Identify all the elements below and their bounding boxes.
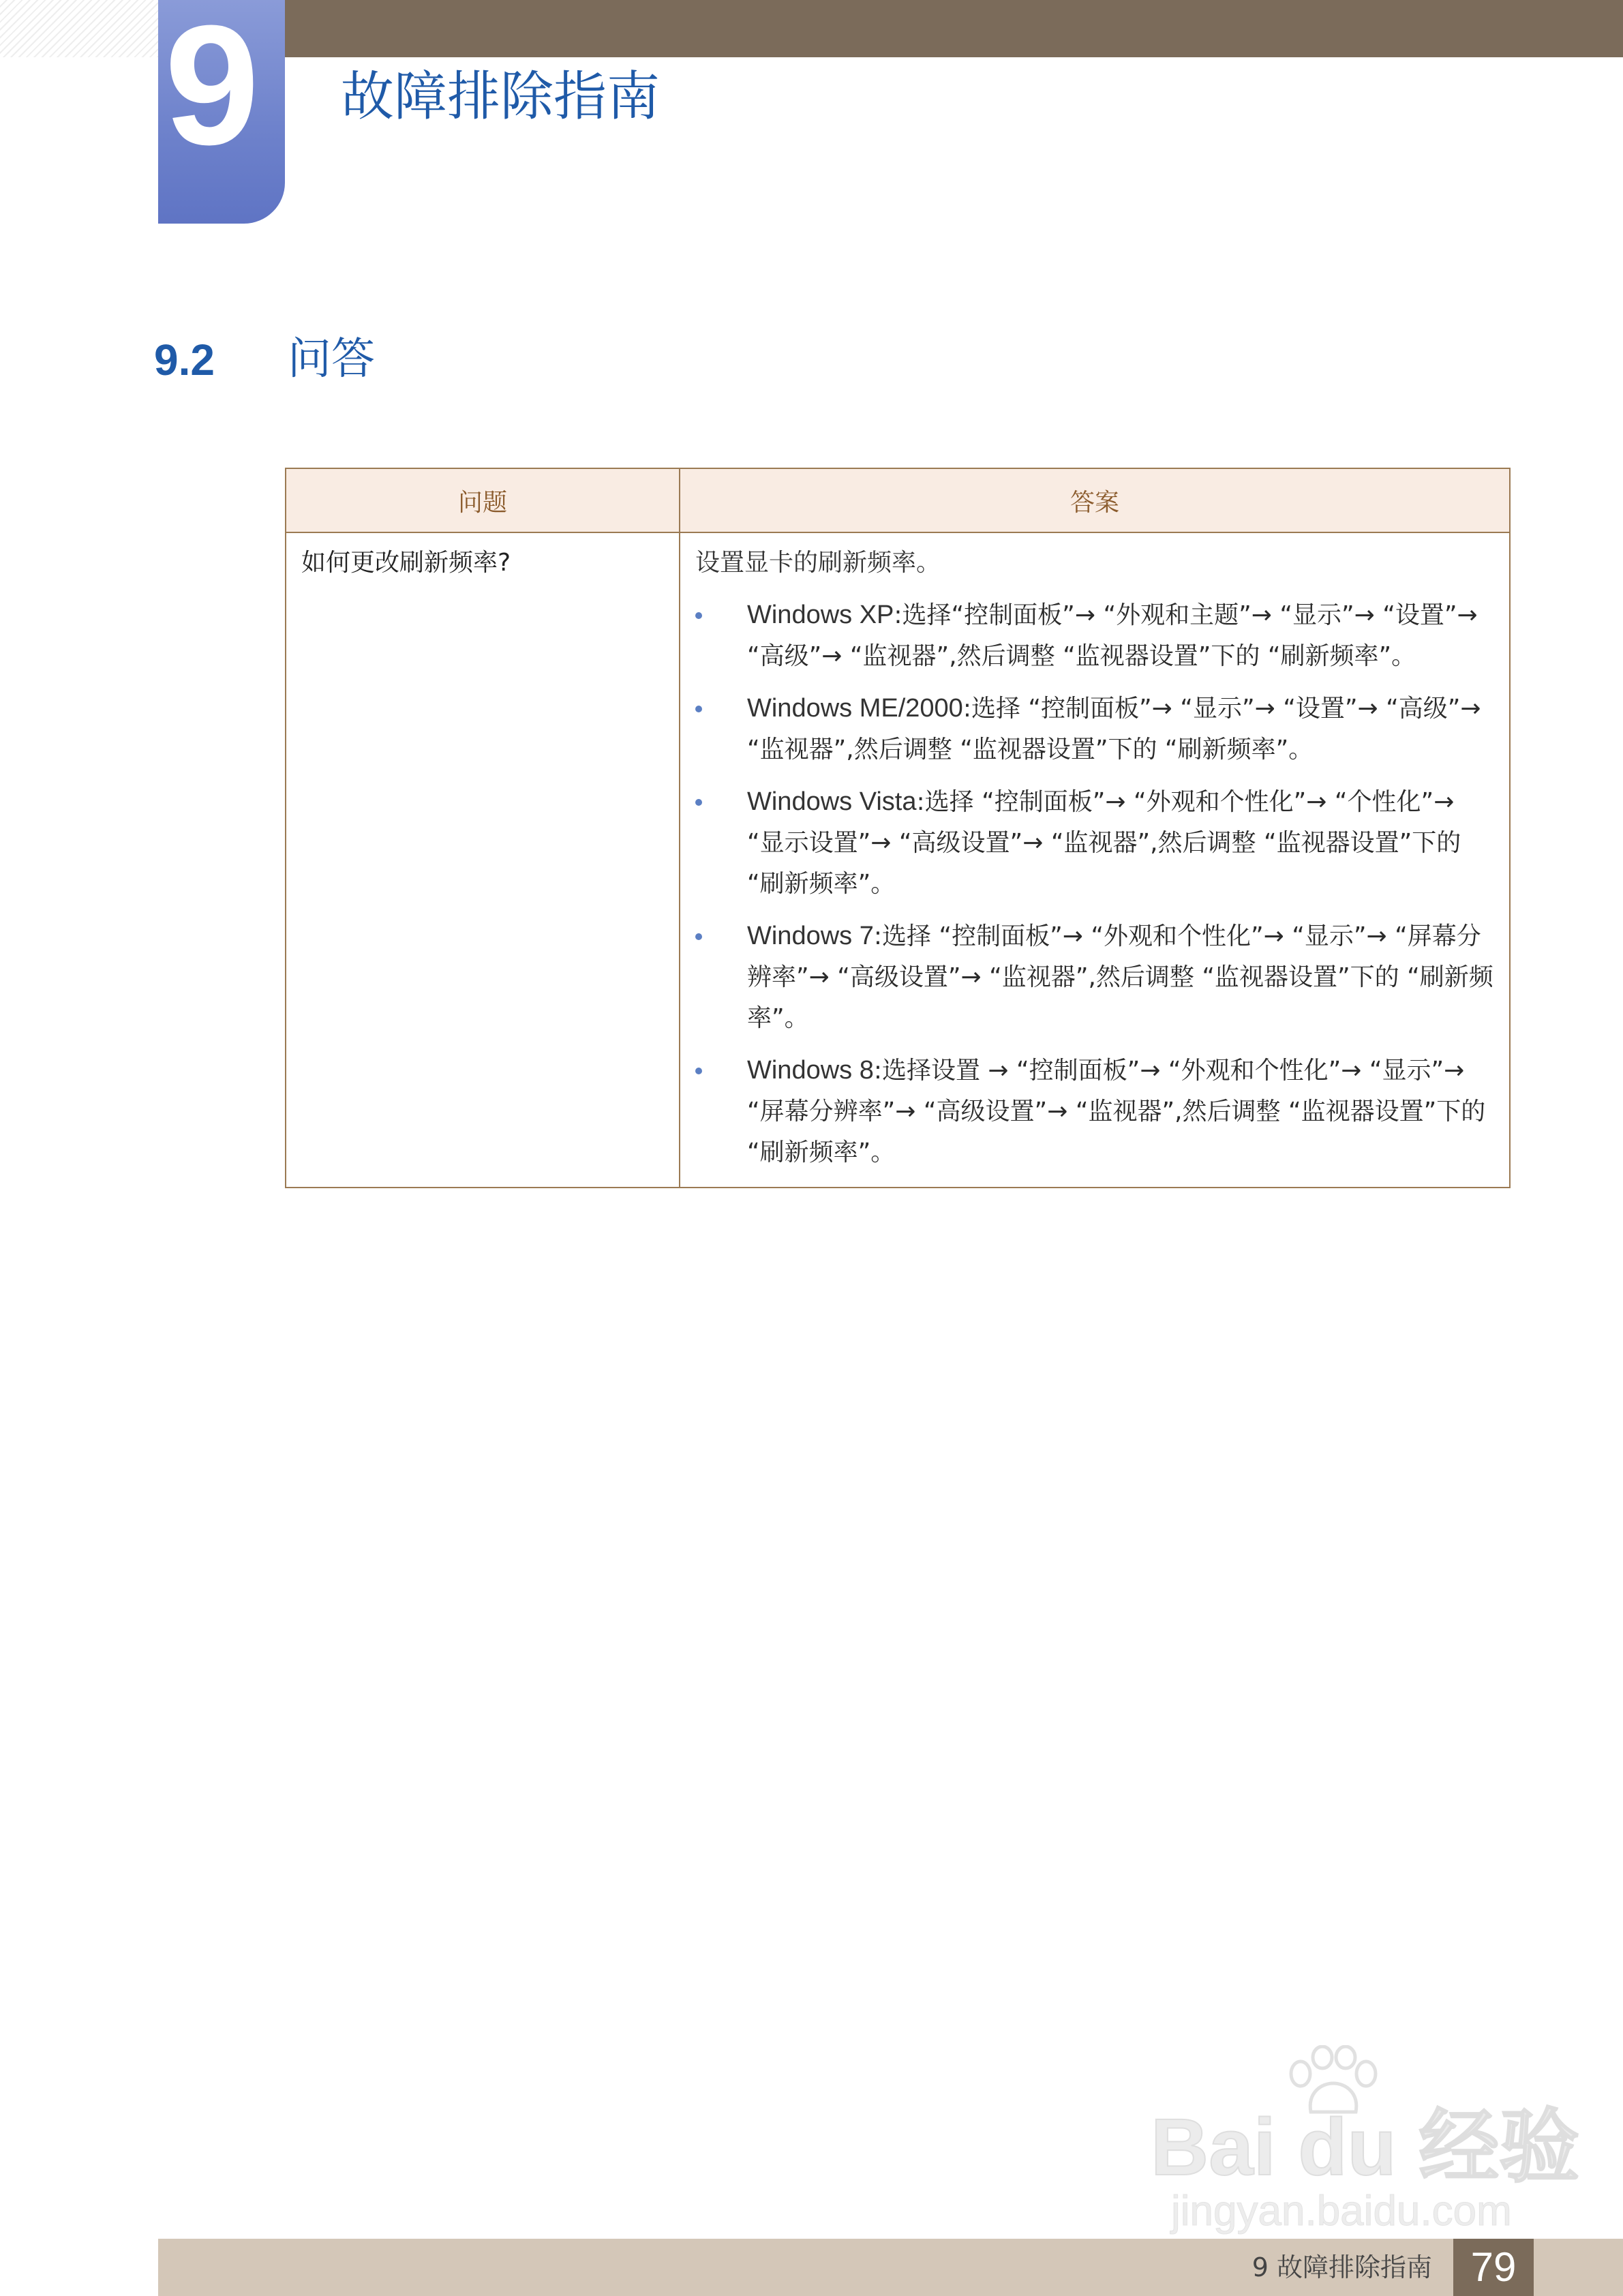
watermark-url: jingyan.baidu.com <box>1171 2188 1512 2235</box>
steps-list <box>695 594 1494 1173</box>
list-item <box>695 594 1494 677</box>
chapter-number: 9 <box>164 0 260 180</box>
bullet-icon <box>695 1068 702 1074</box>
section-title: 问答 <box>288 334 375 384</box>
answer-cell <box>680 532 1510 1188</box>
os-name: Windows 7 <box>747 922 874 950</box>
corner-hatch-decoration <box>0 0 158 57</box>
question-cell: 如何更改刷新频率? <box>286 532 680 1188</box>
header-question: 问题 <box>286 468 680 532</box>
table-header-row <box>286 468 1510 532</box>
os-name: Windows Vista <box>747 787 917 816</box>
os-name: Windows XP <box>747 601 894 629</box>
watermark-brand: Bai du 经验 <box>1151 2102 1580 2192</box>
qa-table <box>285 468 1511 1188</box>
os-name: Windows 8 <box>747 1056 874 1085</box>
step-text: :选择“控制面板”→ “外观和主题”→ “显示”→ “设置”→ “高级”→ “监视器”,然后调整 “监视器设置”下的 “刷新频率”。 <box>747 601 1478 670</box>
os-name: Windows ME/2000 <box>747 694 963 723</box>
list-item <box>695 1050 1494 1173</box>
answer-intro: 设置显卡的刷新频率。 <box>695 549 941 577</box>
step-text: :选择 “控制面板”→ “显示”→ “设置”→ “高级”→ “监视器”,然后调整 “监视器设置”下的 “刷新频率”。 <box>747 695 1481 764</box>
list-item <box>695 688 1494 770</box>
list-item <box>695 781 1494 905</box>
bullet-icon <box>695 799 702 806</box>
footer-chapter-label: 9 故障排除指南 <box>1252 2252 1432 2282</box>
chapter-title: 故障排除指南 <box>341 66 661 127</box>
top-header-bar <box>279 0 1623 57</box>
table-row <box>286 532 1510 1188</box>
page-number: 79 <box>1453 2239 1534 2296</box>
step-text: :选择 “控制面板”→ “外观和个性化”→ “个性化”→ “显示设置”→ “高级设置”→ “监视器”,然后调整 “监视器设置”下的 “刷新频率”。 <box>747 788 1461 898</box>
step-text: :选择 “控制面板”→ “外观和个性化”→ “显示”→ “屏幕分辨率”→ “高级设置”→ “监视器”,然后调整 “监视器设置”下的 “刷新频率”。 <box>747 922 1493 1032</box>
list-item <box>695 916 1494 1039</box>
baidu-watermark <box>1151 2045 1580 2236</box>
section-number: 9.2 <box>154 335 215 384</box>
bullet-icon <box>695 706 702 712</box>
bullet-icon <box>695 612 702 619</box>
header-answer: 答案 <box>680 468 1510 532</box>
bullet-icon <box>695 933 702 940</box>
step-text: :选择设置 → “控制面板”→ “外观和个性化”→ “显示”→ “屏幕分辨率”→ “高级设置”→ “监视器”,然后调整 “监视器设置”下的 “刷新频率”。 <box>747 1057 1486 1166</box>
